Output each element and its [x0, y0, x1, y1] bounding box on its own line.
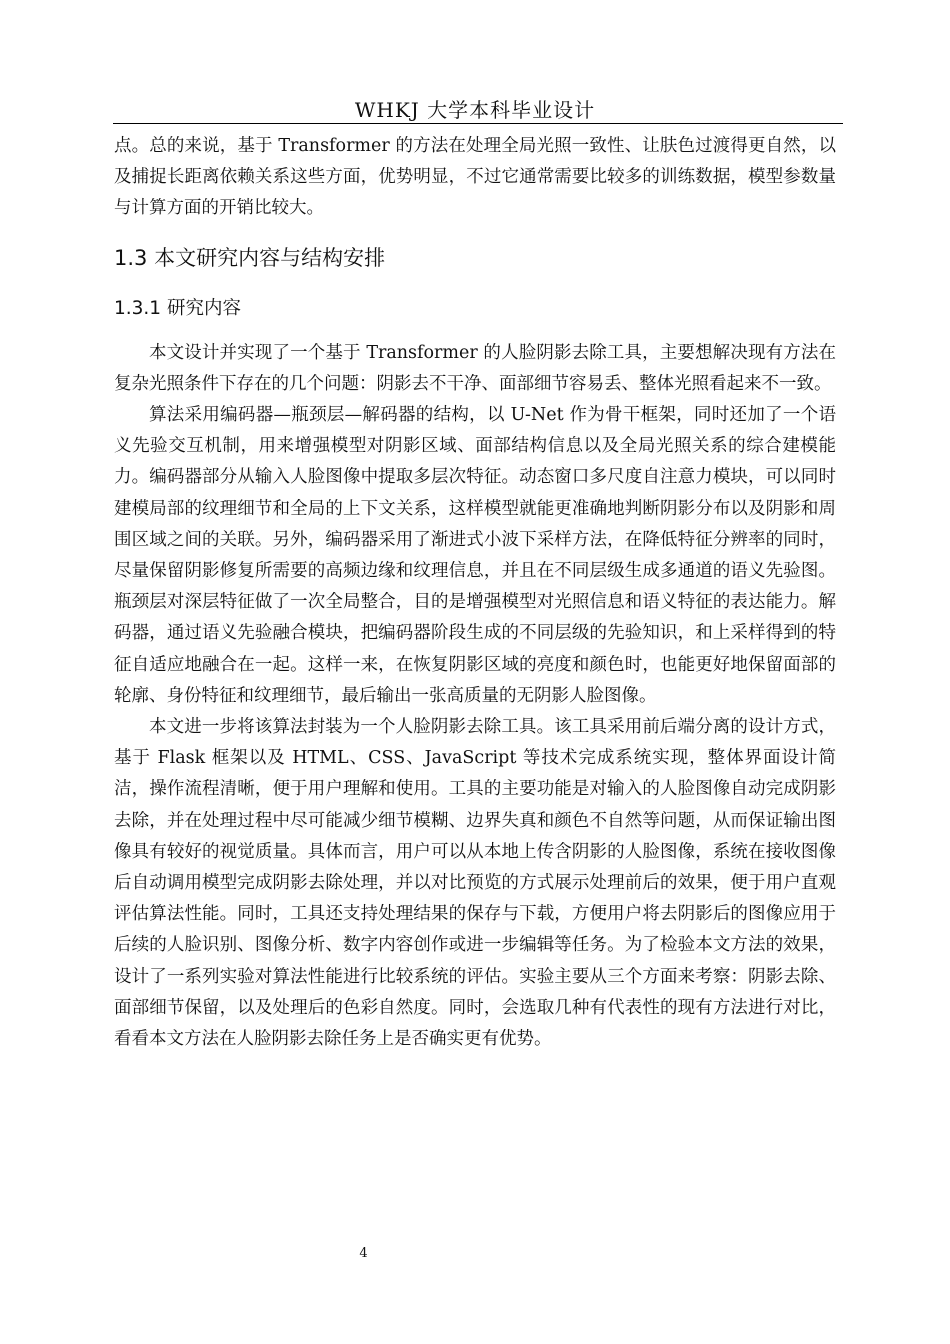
- body-paragraph-1: 本文设计并实现了一个基于 Transformer 的人脸阴影去除工具，主要想解决现有方法在复杂光照条件下存在的几个问题：阴影去不干净、面部细节容易丢、整体光照看起来不一致。: [114, 342, 836, 394]
- document-body: [114, 131, 836, 1055]
- body-paragraph-3: 本文进一步将该算法封装为一个人脸阴影去除工具。该工具采用前后端分离的设计方式，基于 Flask 框架以及 HTML、CSS、JavaScript 等技术完成系统实现，整体界面设计简洁，操作流程清晰，便于用户理解和使用。工具的主要功能是对输入的人脸图像自动完成阴影去除，并在处理过程中尽可能减少细节模糊、边界失真和颜色不自然等问题，从而保证输出图像具有较好的视觉质量。具体而言，用户可以从本地上传含阴影的人脸图像，系统在接收图像后自动调用模型完成阴影去除处理，并以对比预览的方式展示处理前后的效果，便于用户直观评估算法性能。同时，工具还支持处理结果的保存与下载，方便用户将去阴影后的图像应用于后续的人脸识别、图像分析、数字内容创作或进一步编辑等任务。为了检验本文方法的效果，设计了一系列实验对算法性能进行比较系统的评估。实验主要从三个方面来考察：阴影去除、面部细节保留，以及处理后的色彩自然度。同时，会选取几种有代表性的现有方法进行对比，看看本文方法在人脸阴影去除任务上是否确实更有优势。: [114, 717, 836, 1050]
- page-number: 4: [359, 1246, 368, 1261]
- subsection-heading-wrapper: [114, 295, 836, 323]
- continuation-paragraph: 点。总的来说，基于 Transformer 的方法在处理全局光照一致性、让肤色过渡得更自然，以及捕捉长距离依赖关系这些方面，优势明显，不过它通常需要比较多的训练数据，模型参数量与计算方面的开销比较大。: [114, 136, 836, 219]
- section-heading-wrapper: [114, 243, 836, 273]
- body-paragraph-2: 算法采用编码器—瓶颈层—解码器的结构，以 U-Net 作为骨干框架，同时还加了一个语义先验交互机制，用来增强模型对阴影区域、面部结构信息以及全局光照关系的综合建模能力。编码器部分从输入人脸图像中提取多层次特征。动态窗口多尺度自注意力模块，可以同时建模局部的纹理细节和全局的上下文关系，这样模型就能更准确地判断阴影分布以及阴影和周围区域之间的关联。另外，编码器采用了渐进式小波下采样方法，在降低特征分辨率的同时，尽量保留阴影修复所需要的高频边缘和纹理信息，并且在不同层级生成多通道的语义先验图。瓶颈层对深层特征做了一次全局整合，目的是增强模型对光照信息和语义特征的表达能力。解码器，通过语义先验融合模块，把编码器阶段生成的不同层级的先验知识，和上采样得到的特征自适应地融合在一起。这样一来，在恢复阴影区域的亮度和颜色时，也能更好地保留面部的轮廓、身份特征和纹理细节，最后输出一张高质量的无阴影人脸图像。: [114, 405, 836, 706]
- header-divider: [113, 123, 843, 124]
- section-heading: 1.3 本文研究内容与结构安排: [114, 245, 386, 270]
- subsection-heading: 1.3.1 研究内容: [114, 297, 241, 319]
- page-header-title: WHKJ 大学本科毕业设计: [354, 98, 596, 122]
